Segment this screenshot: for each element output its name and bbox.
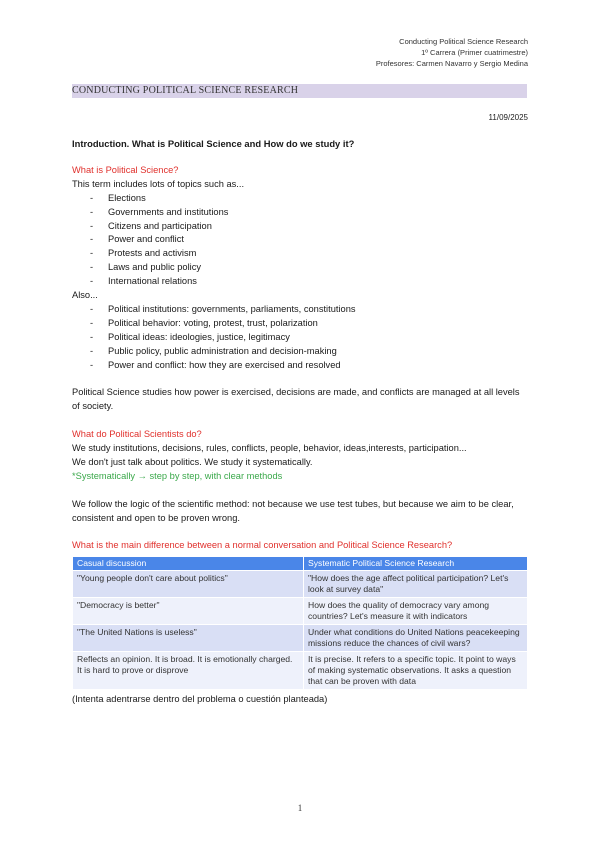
list-item: - Political ideas: ideologies, justice, legitimacy: [90, 331, 528, 345]
document-title: CONDUCTING POLITICAL SCIENCE RESEARCH: [72, 84, 527, 98]
table-row: [73, 598, 528, 625]
document-body: [72, 137, 528, 707]
section-heading-what-do: What do Political Scientists do?: [72, 429, 202, 440]
table-cell: "How does the age affect political participation? Let's look at survey data": [304, 571, 528, 598]
list-item: - Political behavior: voting, protest, trust, polarization: [90, 317, 528, 331]
systematic-line: We don't just talk about politics. We study it systematically.: [72, 456, 313, 467]
document-date: 11/09/2025: [488, 113, 528, 122]
list-item: - Elections: [90, 192, 528, 206]
table-row: [73, 652, 528, 690]
section-heading-difference: What is the main difference between a normal conversation and Political Science Research?: [72, 540, 453, 551]
column-header-systematic: Systematic Political Science Research: [304, 557, 528, 571]
table-row: [73, 571, 528, 598]
also-list: [72, 303, 528, 373]
table-cell: "Young people don't care about politics": [73, 571, 304, 598]
spanish-note: (Intenta adentrarse dentro del problema o cuestión planteada): [72, 694, 328, 705]
intro-heading: Introduction. What is Political Science and How do we study it?: [72, 138, 355, 149]
topics-lead: This term includes lots of topics such as...: [72, 178, 245, 189]
table-cell: It is precise. It refers to a specific topic. It point to ways of making systematic observations. It asks a question that can be proven with data: [304, 652, 528, 690]
table-cell: Under what conditions do United Nations peacekeeping missions reduce the chances of civil wars?: [304, 625, 528, 652]
comparison-table: [72, 556, 528, 690]
table-cell: "The United Nations is useless": [73, 625, 304, 652]
section-heading-what-is: What is Political Science?: [72, 164, 179, 175]
list-item: - Laws and public policy: [90, 261, 528, 275]
running-header: [376, 36, 528, 69]
list-item: - Citizens and participation: [90, 220, 528, 234]
table-row: [73, 625, 528, 652]
summary-paragraph: Political Science studies how power is exercised, decisions are made, and conflicts are managed at all levels of society.: [72, 387, 520, 412]
list-item: - Power and conflict: [90, 233, 528, 247]
list-item: - Power and conflict: how they are exercised and resolved: [90, 359, 528, 373]
list-item: - Public policy, public administration and decision-making: [90, 345, 528, 359]
header-term: 1º Carrera (Primer cuatrimestre): [421, 48, 528, 57]
method-paragraph: We follow the logic of the scientific method: not because we use test tubes, but because we aim to be clear, consistent and open to be proven wrong.: [72, 498, 514, 523]
table-cell: "Democracy is better": [73, 598, 304, 625]
table-cell: How does the quality of democracy vary among countries? Let's measure it with indicators: [304, 598, 528, 625]
column-header-casual: Casual discussion: [73, 557, 304, 571]
topics-list: [72, 192, 528, 289]
header-course: Conducting Political Science Research: [399, 37, 528, 46]
list-item: - International relations: [90, 275, 528, 289]
list-item: - Protests and activism: [90, 247, 528, 261]
list-item: - Political institutions: governments, parliaments, constitutions: [90, 303, 528, 317]
page-number: 1: [297, 803, 303, 813]
list-item: - Governments and institutions: [90, 206, 528, 220]
header-professors: Profesores: Carmen Navarro y Sergio Medina: [375, 59, 528, 68]
table-cell: Reflects an opinion. It is broad. It is emotionally charged. It is hard to prove or disprove: [73, 652, 304, 690]
table-header-row: [73, 557, 528, 571]
systematic-note: *Systematically → step by step, with clear methods: [72, 470, 283, 481]
study-line: We study institutions, decisions, rules, conflicts, people, behavior, ideas,interests, participation...: [72, 443, 467, 453]
also-label: Also...: [72, 290, 98, 301]
